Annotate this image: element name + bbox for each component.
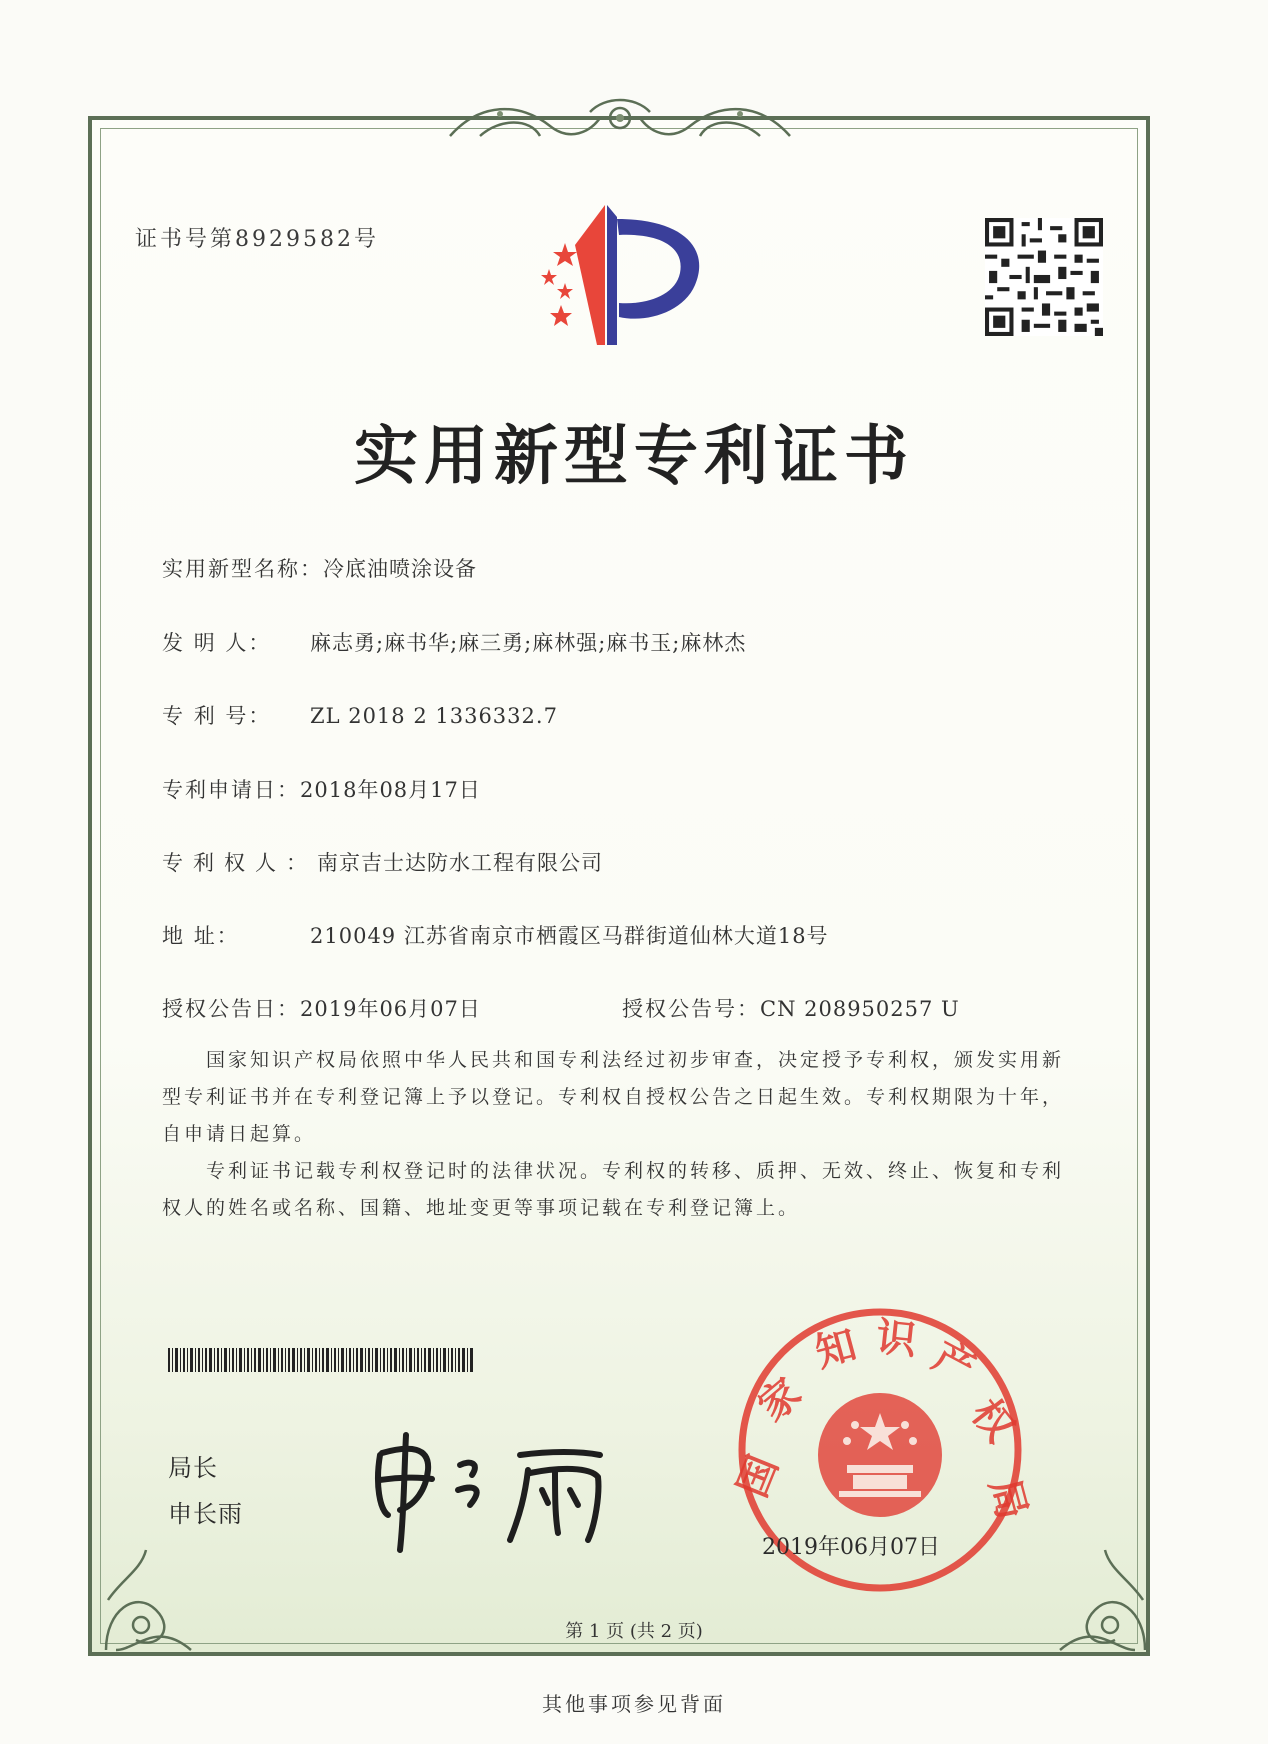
patent-office-emblem-icon: [535, 205, 715, 355]
barcode-icon: [168, 1348, 473, 1372]
svg-text:知: 知: [810, 1321, 862, 1377]
grant-date-row: [162, 993, 481, 1023]
svg-text:识: 识: [873, 1314, 919, 1365]
grant-date-label: 授权公告日：: [162, 997, 300, 1021]
patent-number-label: 专 利 号：: [162, 704, 272, 728]
utility-model-name-row: [162, 553, 477, 583]
grant-number-row: [622, 993, 960, 1023]
patent-holder-label: 专利权人：: [162, 851, 317, 875]
application-date-row: [162, 774, 481, 804]
inventor-row: [162, 627, 746, 657]
patent-number-value: ZL 2018 2 1336332.7: [310, 704, 558, 728]
svg-text:国: 国: [729, 1449, 788, 1504]
back-note: 其他事项参见背面: [542, 1692, 726, 1716]
svg-text:权: 权: [962, 1390, 1023, 1451]
qr-code-icon: [985, 218, 1103, 336]
director-name: 申长雨: [168, 1500, 243, 1528]
director-title: 局长: [168, 1454, 218, 1482]
utility-model-name-value: 冷底油喷涂设备: [323, 557, 477, 581]
patent-number-row: [162, 700, 558, 730]
legal-status-paragraph: 专利证书记载专利权登记时的法律状况。专利权的转移、质押、无效、终止、恢复和专利权人的姓名或名称、国籍、地址变更等事项记载在专利登记簿上。: [162, 1160, 1065, 1219]
address-label: 地 址：: [162, 924, 240, 948]
certificate-title: 实用新型专利证书: [354, 420, 914, 494]
inventor-value: 麻志勇;麻书华;麻三勇;麻林强;麻书玉;麻林杰: [310, 631, 747, 655]
svg-text:局: 局: [980, 1473, 1036, 1525]
application-date-value: 2018年08月17日: [300, 778, 481, 802]
seal-date: 2019年06月07日: [762, 1535, 940, 1560]
certificate-number: 证书号第8929582号: [135, 227, 379, 252]
page-number: 第 1 页 (共 2 页): [565, 1621, 703, 1642]
grant-number-label: 授权公告号：: [622, 997, 760, 1021]
grant-statement-paragraph: 国家知识产权局依照中华人民共和国专利法经过初步审查，决定授予专利权，颁发实用新型专利证书并在专利登记簿上予以登记。专利权自授权公告之日起生效。专利权期限为十年，自申请日起算。: [162, 1049, 1065, 1145]
grant-date-value: 2019年06月07日: [300, 997, 481, 1021]
address-row: [162, 920, 829, 950]
address-value: 210049 江苏省南京市栖霞区马群街道仙林大道18号: [310, 924, 829, 948]
inventor-label: 发 明 人：: [162, 631, 272, 655]
svg-text:产: 产: [925, 1333, 983, 1393]
patent-holder-value: 南京吉士达防水工程有限公司: [317, 851, 603, 875]
director-signature-icon: [360, 1415, 620, 1555]
top-ornament-icon: [440, 92, 800, 148]
utility-model-name-label: 实用新型名称：: [162, 557, 323, 581]
application-date-label: 专利申请日：: [162, 778, 300, 802]
grant-number-value: CN 208950257 U: [760, 997, 960, 1021]
patent-holder-row: [162, 847, 603, 877]
svg-text:家: 家: [749, 1369, 811, 1431]
